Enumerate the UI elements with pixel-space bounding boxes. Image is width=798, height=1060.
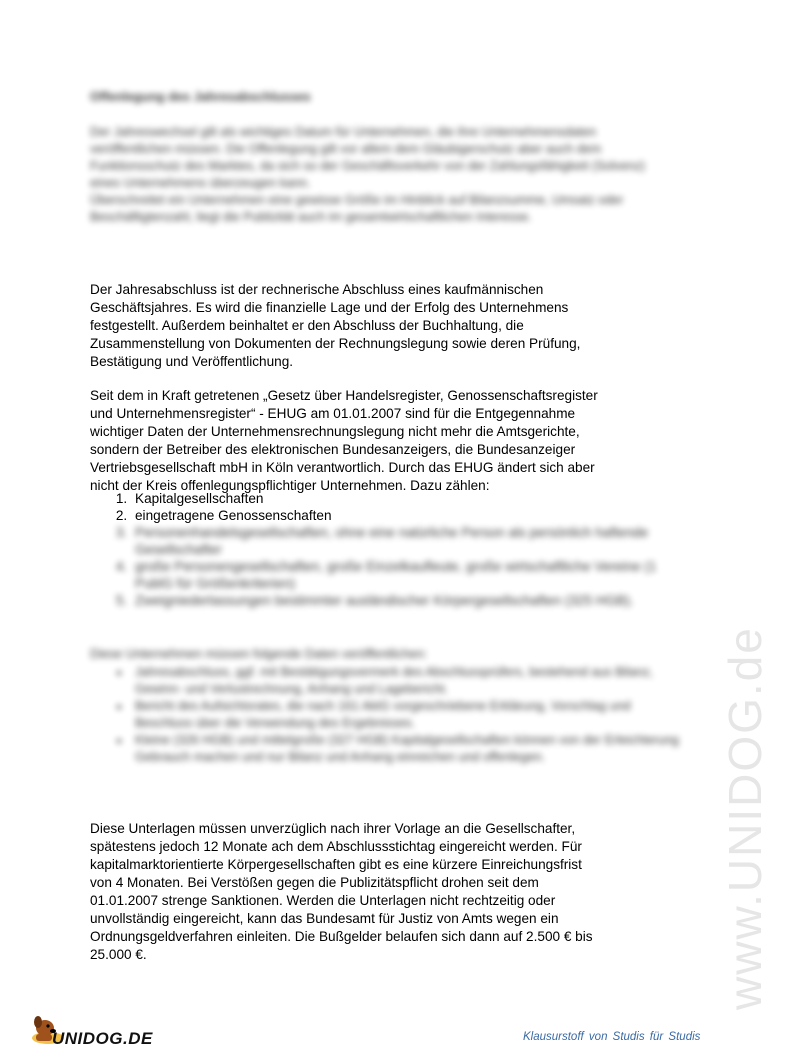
list-item: 5. Zweigniederlassungen bestimmter ausländischer Körpergesellschaften (325 HGB). [131, 592, 691, 609]
paragraph-jahresabschluss: Der Jahresabschluss ist der rechnerische Abschluss eines kaufmännischen Geschäftsjahres. Es wird die finanzielle Lage und der Erfolg des Unternehmens festgestellt. Außerdem beinhaltet er den Abschluss der Buchhaltung, die Zusammenstellung von Dokumenten der Rechnungslegung sowie deren Prüfung, Bestätigung und Veröffentlichung. [90, 282, 581, 369]
ordered-list [90, 490, 691, 609]
watermark: www.UNIDOG.de [719, 626, 771, 1010]
paragraph-sanktionen: Diese Unterlagen müssen unverzüglich nach ihrer Vorlage an die Gesellschafter, spätestens jedoch 12 Monate ach dem Abschlussstichtag eingereicht werden. Für kapitalmarktorientierte Körpergesellschaften gibt es eine kürzere Einreichungsfrist von 4 Monaten. Bei Verstößen gegen die Publizitätspflicht drohen seit dem 01.01.2007 strenge Sanktionen. Werden die Unterlagen nicht rechtzeitig oder unvollständig eingereicht, kann das Bundesamt für Justiz von Amts wegen ein Ordnungsgeldverfahren einleiten. Die Bußgelder belaufen sich dann auf 2.500 € bis 25.000 €. [90, 821, 593, 962]
list-intro: Diese Unternehmen müssen folgende Daten veröffentlichen: [90, 647, 428, 661]
list-item: • Kleine (326 HGB) und mittelgroße (327 HGB) Kapitalgesellschaften können von der Erleichterung Gebrauch machen und nur Bilanz und Anhang einreichen und offenlegen. [131, 732, 691, 766]
bullet-list [90, 664, 691, 766]
intro-paragraph: Der Jahreswechsel gilt als wichtiges Datum für Unternehmen, die ihre Unternehmensdaten veröffentlichen müssen. Die Offenlegung gilt vor allem dem Gläubigerschutz aber auch dem Funktionsschutz des Marktes, da sich so der Geschäftsverkehr von der Zahlungsfähigkeit (Solvenz) eines Unternehmens überzeugen kann. Überschreitet ein Unternehmen eine gewisse Größe im Hinblick auf Bilanzsumme, Umsatz oder Beschäftigtenzahl, liegt die Publizität auch im gesamtwirtschaftlichen Interesse. [90, 125, 646, 224]
logo-text: UNIDOG.DE [52, 1029, 153, 1048]
list-item: 1. Kapitalgesellschaften [131, 490, 691, 507]
footer-slogan: Klausurstoff von Studis für Studis [523, 1031, 701, 1043]
list-item: • Jahresabschluss, ggf. mit Bestätigungsvermerk des Abschlussprüfers, bestehend aus Bilanz, Gewinn- und Verlustrechnung, Anhang und Lagebericht. [131, 664, 691, 698]
paragraph-ehug: Seit dem in Kraft getretenen „Gesetz über Handelsregister, Genossenschaftsregister und Unternehmensregister“ - EHUG am 01.01.2007 sind für die Entgegennahme wichtiger Daten der Unternehmensrechnungslegung nicht mehr die Amtsgerichte, sondern der Betreiber des elektronischen Bundesanzeigers, die Bundesanzeiger Vertriebsgesellschaft mbH in Köln verantwortlich. Durch das EHUG ändert sich aber nicht der Kreis offenlegungspflichtiger Unternehmen. Dazu zählen: [90, 388, 598, 493]
list-item: 2. eingetragene Genossenschaften [131, 507, 691, 524]
list-item: 3. Personenhandelsgesellschaften, ohne eine natürliche Person als persönlich haftende Gesellschafter [131, 524, 691, 558]
list-item: • Bericht des Aufsichtsrates, die nach 161 AktG vorgeschriebene Erklärung, Vorschlag und Beschluss über die Verwendung des Ergebnisses. [131, 698, 691, 732]
list-item: 4. große Personengesellschaften, große Einzelkaufleute, große wirtschaftliche Vereine (1 PublG für Größenkriterien) [131, 558, 691, 592]
heading: Offenlegung des Jahresabschlusses [90, 90, 311, 104]
